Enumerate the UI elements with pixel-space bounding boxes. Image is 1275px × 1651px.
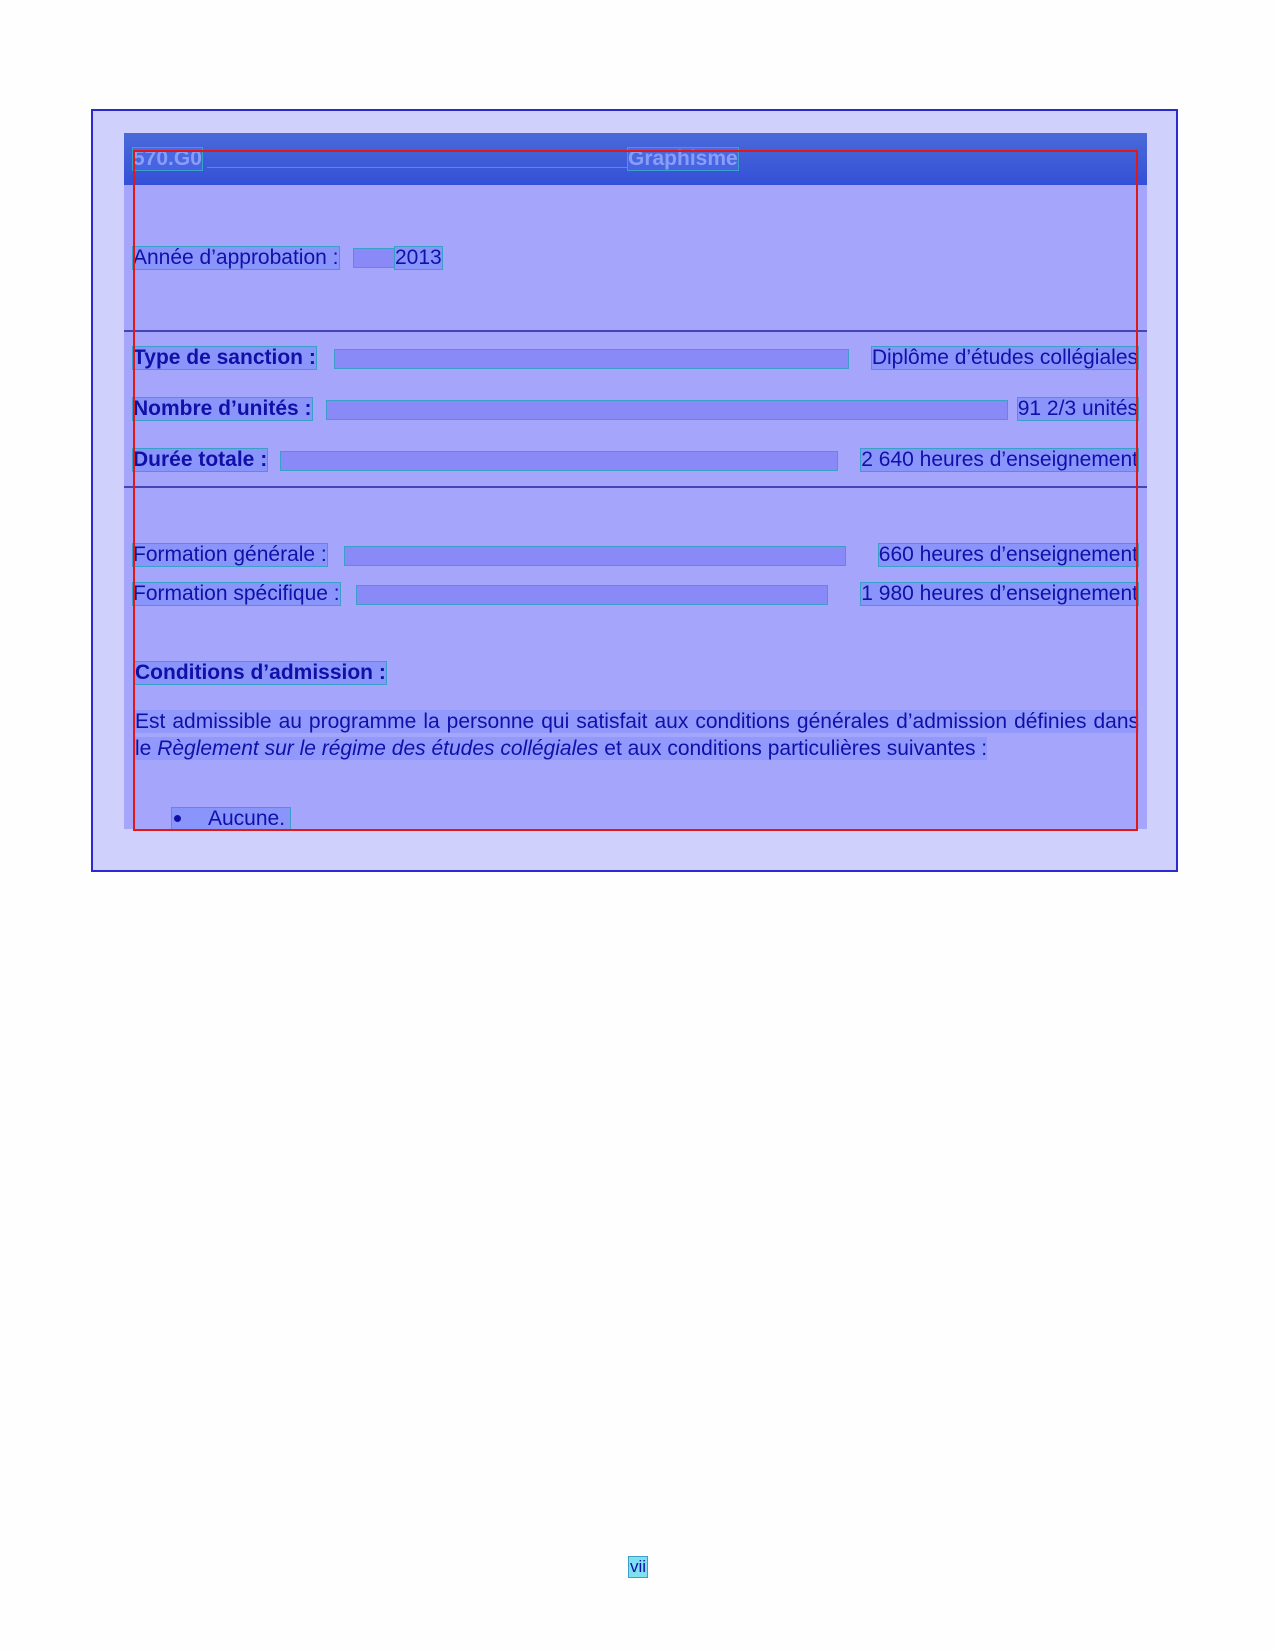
- specific-training-label: Formation spécifique :: [133, 582, 340, 605]
- admission-text-end: et aux conditions particulières suivantes :: [598, 737, 988, 760]
- header-rule: [207, 167, 627, 168]
- program-title: Graphisme: [628, 147, 738, 170]
- admission-text-start: Est admissible au programme la personne qui satisfait aux conditions générales d’admission définies dans le: [135, 710, 1139, 760]
- page-number: vii: [630, 1557, 647, 1576]
- duration-leader: [281, 452, 837, 470]
- sanction-value: Diplôme d’études collégiales: [871, 346, 1138, 369]
- specific-training-value: 1 980 heures d’enseignement: [861, 582, 1138, 605]
- regulation-title: Règlement sur le régime des études collégiales: [157, 737, 599, 760]
- units-value: 91 2/3 unités: [1017, 397, 1138, 420]
- duration-value: 2 640 heures d’enseignement: [861, 448, 1138, 471]
- units-label: Nombre d’unités :: [133, 397, 312, 420]
- general-training-value: 660 heures d’enseignement: [878, 543, 1138, 566]
- sanction-leader: [335, 350, 848, 368]
- general-training-leader: [345, 547, 845, 565]
- admission-item-text: Aucune.: [208, 807, 286, 830]
- admission-paragraph: [135, 708, 1139, 762]
- admission-title: Conditions d’admission :: [135, 661, 386, 684]
- sanction-label: Type de sanction :: [133, 346, 316, 369]
- section-divider-bottom: [124, 486, 1147, 488]
- bullet-icon: [174, 815, 181, 822]
- units-leader: [327, 401, 1007, 419]
- duration-label: Durée totale :: [133, 448, 268, 471]
- program-code: 570.G0: [133, 147, 202, 170]
- approval-label: Année d’approbation :: [133, 246, 339, 269]
- approval-leader: [354, 249, 394, 267]
- general-training-label: Formation générale :: [133, 543, 327, 566]
- section-divider-top: [124, 330, 1147, 332]
- specific-training-leader: [357, 586, 827, 604]
- approval-year: 2013: [395, 246, 442, 269]
